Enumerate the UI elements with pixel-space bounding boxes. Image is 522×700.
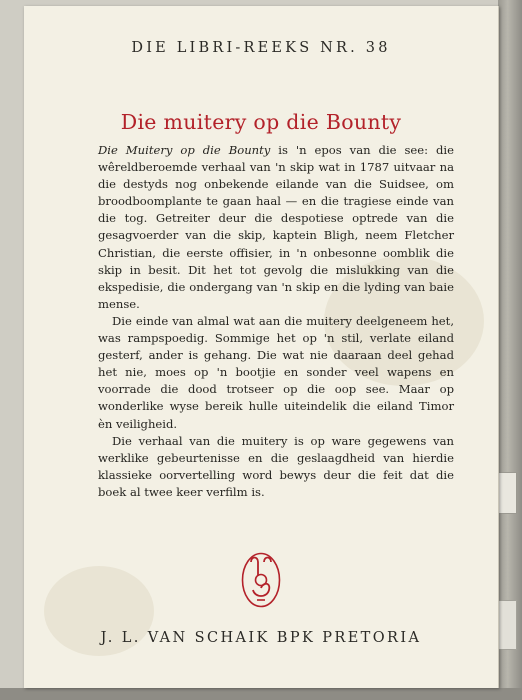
background-edge bbox=[0, 688, 522, 700]
blurb-paragraph-3: Die verhaal van die muitery is op ware gegewens van werklike gebeurtenisse en die geslaagdheid van hierdie klassieke oorvertelling word bewys deur die feit dat die boek al twee keer verfilm is. bbox=[98, 433, 454, 499]
blurb-paragraph-1 bbox=[98, 142, 454, 313]
publisher-emblem-icon bbox=[241, 552, 281, 608]
book-title: Die muitery op die Bounty bbox=[120, 110, 402, 134]
blurb-paragraph-2: Die einde van almal wat aan die muitery deelgeneem het, was rampspoedig. Sommige het op 'n stil, verlate eiland gesterf, ander is gehang. Die wat nie daaraan deel gehad het nie, moes op 'n bootjie en sonder veel wapens en voorrade die dood trotseer op die oop see. Maar op wonderlike wyse bereik hulle uiteindelik die eiland Timor èn veiligheid. bbox=[98, 313, 454, 431]
series-header: DIE LIBRI-REEKS NR. 38 bbox=[131, 40, 391, 56]
paragraph-1-text: is 'n epos van die see: die wêreldberoemde verhaal van 'n skip wat in 1787 uitvaar na die destyds nog onbekende eilande van die Suidsee, om broodboomplante te gaan haal — en die tragiese einde van die tog. Getreiter deur die despotiese optrede van die gesagvoerder van die skip, kaptein Bligh, neem Fletcher Christian, die eerste offisier, in 'n onbesonne oomblik die skip in besit. Dit het tot gevolg die mislukking van die ekspedisie, die ondergang van 'n skip en die lyding van baie mense. bbox=[98, 143, 454, 311]
inline-book-title: Die Muitery op die Bounty bbox=[98, 143, 271, 157]
blurb-text bbox=[98, 142, 454, 501]
publisher-imprint: J. L. VAN SCHAIK BPK PRETORIA bbox=[100, 630, 422, 646]
book-jacket-back-cover bbox=[24, 6, 499, 688]
background-surface bbox=[498, 0, 522, 700]
